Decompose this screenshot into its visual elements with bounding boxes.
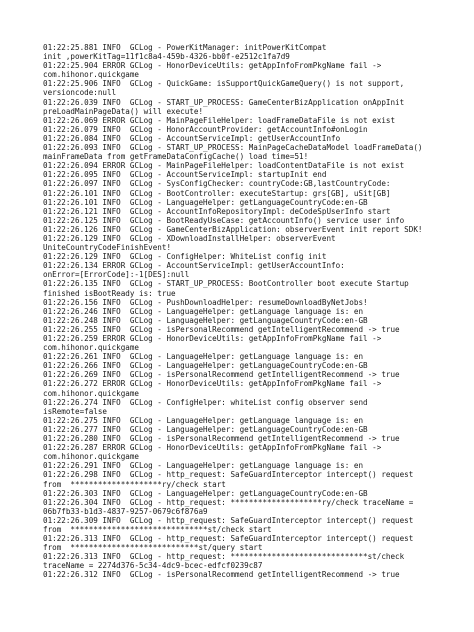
log-line: 01:22:26.298 INFO GCLog - http_request: SafeGuardInterceptor intercept() request <box>43 470 414 480</box>
log-line: 01:22:26.277 INFO GCLog - LanguageHelper: getLanguageCountryCode:en-GB <box>43 424 368 434</box>
log-line: isRemote=false <box>43 406 108 416</box>
log-line: 01:22:26.156 INFO GCLog - PushDownloadHelper: resumeDownloadByNetJobs! <box>43 297 368 307</box>
log-line: 01:22:26.275 INFO GCLog - LanguageHelper: getLanguage language is: en <box>43 415 364 425</box>
log-line: 01:22:26.094 ERROR GCLog - MainPageFileHelper: loadContentDataFile is not exist <box>43 161 405 171</box>
log-line: 01:22:26.261 INFO GCLog - LanguageHelper: getLanguage language is: en <box>43 352 364 362</box>
log-line: 01:22:26.259 ERROR GCLog - HonorDeviceUtils: getAppInfoFromPkgName fail -> <box>43 334 382 343</box>
log-line: preLoadMainPageData() will execute! <box>43 106 204 116</box>
log-line: 01:22:26.095 INFO GCLog - AccountServiceImpl: startupInit end <box>43 170 327 180</box>
log-line: 01:22:26.313 INFO GCLog - http_request: SafeGuardInterceptor intercept() request <box>43 534 414 544</box>
log-line: com.hihonor.quickgame <box>43 343 140 353</box>
log-line: from ********************ry/check start <box>43 479 226 489</box>
log-line: 01:22:26.304 INFO GCLog - http_request: ********************ry/check traceName = <box>43 497 414 507</box>
log-line: 01:22:26.291 INFO GCLog - LanguageHelper: getLanguage language is: en <box>43 461 364 471</box>
log-line: 01:22:25.881 INFO GCLog - PowerKitManager: initPowerKitCompat <box>43 43 327 52</box>
log-line: 01:22:26.097 INFO GCLog - SysConfigChecker: countryCode:GB,lastCountryCode: <box>43 179 391 189</box>
log-line: 01:22:25.904 ERROR GCLog - HonorDeviceUtils: getAppInfoFromPkgName fail -> <box>43 61 382 71</box>
log-line: 01:22:26.121 INFO GCLog - AccountInfoRepositoryImpl: deCodeSpUserInfo start <box>43 206 391 216</box>
log-line: 01:22:26.125 INFO GCLog - BootReadyUseCase: getAccountInfo() service user info <box>43 215 405 225</box>
log-line: mainFrameData from getFrameDataConfigCache() load time=51! <box>43 152 309 162</box>
log-line: 01:22:26.269 INFO GCLog - isPersonalRecommend getIntelligentRecommend -> true <box>43 370 400 380</box>
log-line: 01:22:26.255 INFO GCLog - isPersonalRecommend getIntelligentRecommend -> true <box>43 324 400 334</box>
log-line: 01:22:26.287 ERROR GCLog - HonorDeviceUtils: getAppInfoFromPkgName fail -> <box>43 443 382 453</box>
log-line: traceName = 2274d376-5c34-4dc9-bcec-edfcf0239c87 <box>43 561 263 571</box>
log-line: 01:22:26.129 INFO GCLog - XDownloadInstallHelper: observerEvent <box>43 233 336 243</box>
log-line: 01:22:26.135 INFO GCLog - START_UP_PROCESS: BootController boot execute Startup <box>43 279 409 289</box>
log-text-block <box>43 43 443 580</box>
log-line: 01:22:26.246 INFO GCLog - LanguageHelper: getLanguage language is: en <box>43 306 364 316</box>
log-line: 06b7fb33-b1d3-4837-9257-0679c6f876a9 <box>43 506 208 516</box>
log-line: 01:22:26.093 INFO GCLog - START_UP_PROCESS: MainPageCacheDataModel loadFrameData() <box>43 143 423 153</box>
log-line: 01:22:25.906 INFO GCLog - QuickGame: isSupportQuickGameQuery() is not support, <box>43 79 405 89</box>
log-line: versioncode:null <box>43 88 117 98</box>
log-line: 01:22:26.272 ERROR GCLog - HonorDeviceUtils: getAppInfoFromPkgName fail -> <box>43 379 382 389</box>
log-line: 01:22:26.312 INFO GCLog - isPersonalRecommend getIntelligentRecommend -> true <box>43 570 400 580</box>
log-line: 01:22:26.248 INFO GCLog - LanguageHelper: getLanguageCountryCode:en-GB <box>43 315 368 325</box>
log-line: onError=[ErrorCode]:-1[DES]:null <box>43 270 190 280</box>
log-line: 01:22:26.274 INFO GCLog - ConfigHelper: whiteList config observer send <box>43 397 368 407</box>
log-line: 01:22:26.303 INFO GCLog - LanguageHelper: getLanguageCountryCode:en-GB <box>43 488 368 498</box>
log-line: 01:22:26.039 INFO GCLog - START_UP_PROCESS: GameCenterBizApplication onAppInit <box>43 97 405 107</box>
log-line: from ****************************st/query start <box>43 543 263 553</box>
log-line: 01:22:26.313 INFO GCLog - http_request: ******************************st/check <box>43 552 405 562</box>
log-line: com.hihonor.quickgame <box>43 388 140 398</box>
log-line: finished isBootReady is: true <box>43 288 176 298</box>
log-line: 01:22:26.309 INFO GCLog - http_request: SafeGuardInterceptor intercept() request <box>43 515 414 525</box>
log-line: 01:22:26.101 INFO GCLog - LanguageHelper: getLanguageCountryCode:en-GB <box>43 197 368 207</box>
log-line: 01:22:26.101 INFO GCLog - BootController: executeStartup: grs[GB], uSit[GB] <box>43 188 391 198</box>
log-line: 01:22:26.084 INFO GCLog - AccountServiceImpl: getUserAccountInfo <box>43 133 341 143</box>
log-line: com.hihonor.quickgame <box>43 452 140 462</box>
log-line: com.hihonor.quickgame <box>43 70 140 80</box>
log-line: init ,powerKitTag=11f1c8a4-459b-4326-bb0f-e2512c1fa7d9 <box>43 52 290 62</box>
log-line: 01:22:26.280 INFO GCLog - isPersonalRecommend getIntelligentRecommend -> true <box>43 434 400 444</box>
log-line: from ******************************st/check start <box>43 524 272 534</box>
log-line: 01:22:26.069 ERROR GCLog - MainPageFileHelper: loadFrameDataFile is not exist <box>43 115 396 125</box>
log-line: 01:22:26.129 INFO GCLog - ConfigHelper: WhiteList config init <box>43 252 327 262</box>
log-line: 01:22:26.126 INFO GCLog - GameCenterBizApplication: observerEvent init report SDK! <box>43 224 423 234</box>
log-line: UniteCountryCodeFinishEvent! <box>43 243 172 253</box>
log-line: 01:22:26.079 INFO GCLog - HonorAccountProvider: getAccountInfo#onLogin <box>43 124 368 134</box>
log-line: 01:22:26.134 ERROR GCLog - AccountServiceImpl: getUserAccountInfo: <box>43 261 345 271</box>
log-line: 01:22:26.266 INFO GCLog - LanguageHelper: getLanguageCountryCode:en-GB <box>43 361 368 371</box>
